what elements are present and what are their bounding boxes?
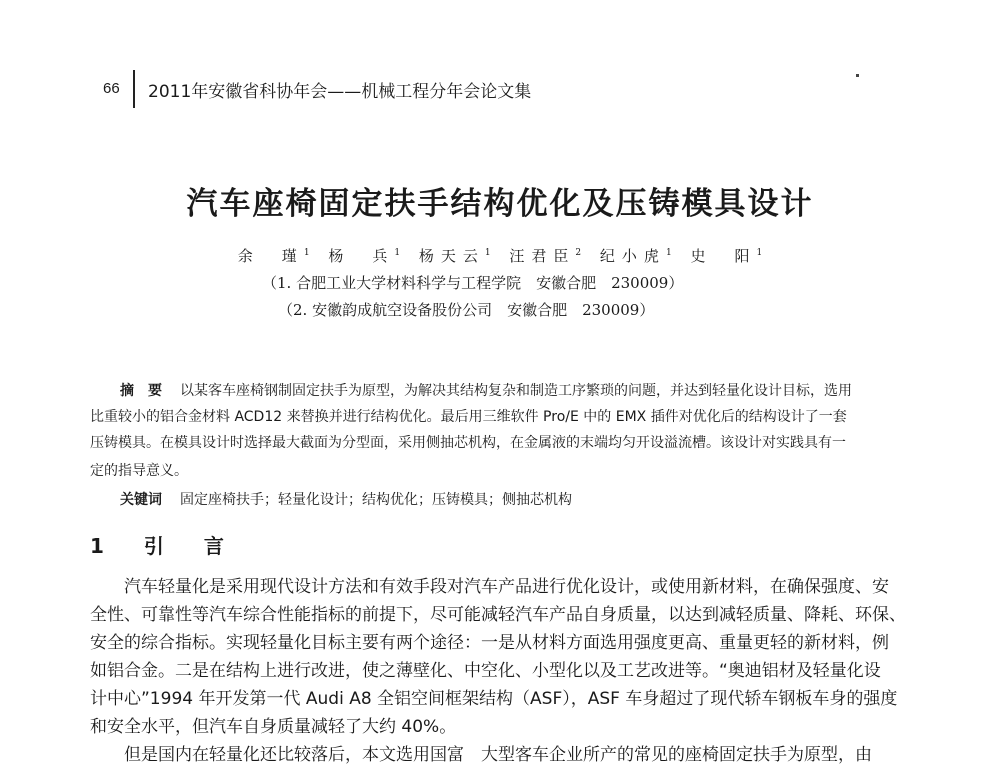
- affiliation-1: （1. 合肥工业大学材料科学与工程学院 安徽合肥 230009）: [262, 274, 684, 292]
- body-line: 汽车轻量化是采用现代设计方法和有效手段对汽车产品进行优化设计，或使用新材料，在确保强度、安: [124, 577, 889, 597]
- author: 余 瑾$^1$: [237, 247, 310, 265]
- author: 杨天云$^1$: [418, 247, 491, 265]
- author: 史 阳$^1$: [690, 247, 763, 265]
- body-line: 但是国内在轻量化还比较落后，本文选用国富 大型客车企业所产的常见的座椅固定扶手为原型，由: [124, 745, 872, 765]
- author-list: [0, 245, 1000, 266]
- running-header: 2011年安徽省科协年会——机械工程分年会论文集: [148, 82, 532, 102]
- author: 杨 兵$^1$: [328, 247, 401, 265]
- author: 汪君臣$^2$: [509, 247, 582, 265]
- keywords-text: 固定座椅扶手；轻量化设计；结构优化；压铸模具；侧抽芯机构: [180, 492, 572, 508]
- abstract-line: 摘 要 以某客车座椅钢制固定扶手为原型，为解决其结构复杂和制造工序繁琐的问题，并达到轻量化设计目标，选用: [120, 383, 852, 399]
- keywords-label: 关键词: [120, 492, 162, 508]
- section-heading: 1 引 言: [90, 534, 234, 558]
- abstract-line: 比重较小的铝合金材料 ACD12 来替换并进行结构优化。最后用三维软件 Pro/E 中的 EMX 插件对优化后的结构设计了一套: [90, 409, 847, 425]
- author: 纪小虎$^1$: [599, 247, 672, 265]
- body-line: 和安全水平，但汽车自身质量减轻了大约 40%。: [90, 717, 457, 737]
- body-line: 全性、可靠性等汽车综合性能指标的前提下，尽可能减轻汽车产品自身质量，以达到减轻质量、降耗、环保、: [90, 605, 906, 625]
- abstract-line: 定的指导意义。: [90, 463, 188, 479]
- abstract-label: 摘 要: [120, 383, 162, 399]
- affiliation-2: （2. 安徽韵成航空设备股份公司 安徽合肥 230009）: [278, 301, 655, 319]
- scan-speck: [856, 74, 859, 77]
- keywords-line: [120, 489, 572, 509]
- body-line: 安全的综合指标。实现轻量化目标主要有两个途径：一是从材料方面选用强度更高、重量更轻的新材料，例: [90, 633, 889, 653]
- abstract-line: 压铸模具。在模具设计时选择最大截面为分型面，采用侧抽芯机构，在金属液的末端均匀开设溢流槽。该设计对实践具有一: [90, 435, 846, 451]
- page-number: 66: [103, 80, 120, 97]
- paper-title: 汽车座椅固定扶手结构优化及压铸模具设计: [186, 186, 814, 222]
- header-divider: [133, 70, 135, 108]
- body-line: 计中心”1994 年开发第一代 Audi A8 全铝空间框架结构（ASF），ASF 车身超过了现代轿车钢板车身的强度: [90, 689, 898, 709]
- body-line: 如铝合金。二是在结构上进行改进，使之薄壁化、中空化、小型化以及工艺改进等。“奥迪铝材及轻量化设: [90, 661, 881, 681]
